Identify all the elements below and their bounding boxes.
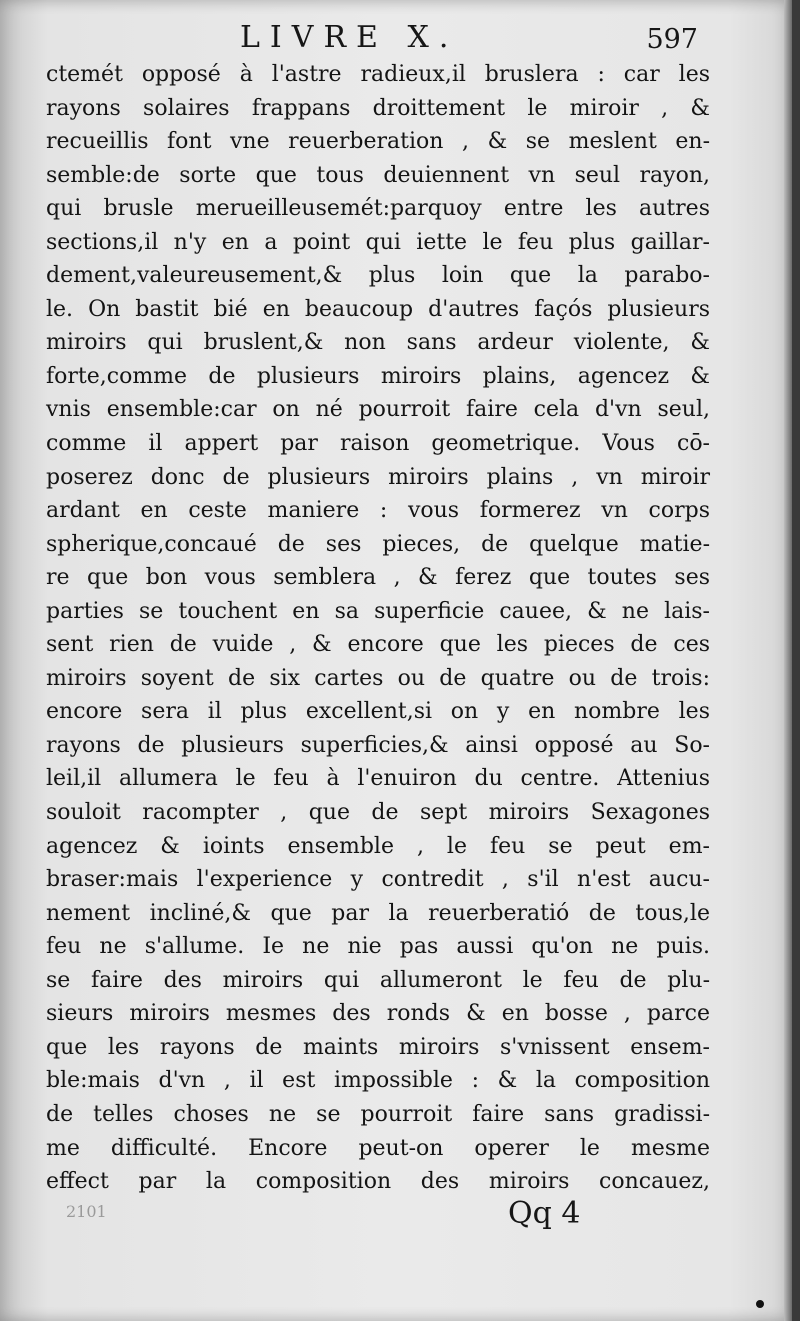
text-line: parties se touchent en sa superficie cauee, & ne lais- (46, 598, 710, 624)
text-line: vnis ensemble:car on né pourroit faire cela d'vn seul, (46, 397, 710, 423)
text-line: rayons solaires frappans droittement le miroir , & (46, 95, 710, 121)
text-line: poserez donc de plusieurs miroirs plains , vn miroir (46, 464, 710, 490)
text-line: nement incliné,& que par la reuerberatió de tous,le (46, 900, 710, 926)
faint-marginal-number: 2101 (66, 1202, 107, 1221)
text-line: effect par la composition des miroirs concauez, (46, 1169, 710, 1195)
text-line: se faire des miroirs qui allumeront le feu de plu- (46, 967, 710, 993)
text-line: comme il appert par raison geometrique. Vous cō- (46, 431, 710, 457)
text-line: sent rien de vuide , & encore que les pieces de ces (46, 632, 710, 658)
text-line: ardant en ceste maniere : vous formerez vn corps (46, 498, 710, 524)
signature-mark: Qq 4 (508, 1196, 581, 1231)
running-head-title: LIVRE X. (240, 20, 459, 55)
text-line: que les rayons de maints miroirs s'vnissent ensem- (46, 1034, 710, 1060)
text-line: forte,comme de plusieurs miroirs plains, agencez & (46, 363, 710, 389)
text-line: rayons de plusieurs superficies,& ainsi opposé au So- (46, 732, 710, 758)
text-line: recueillis font vne reuerberation , & se meslent en- (46, 129, 710, 155)
text-line: agencez & ioints ensemble , le feu se peut em- (46, 833, 710, 859)
text-line: miroirs qui bruslent,& non sans ardeur violente, & (46, 330, 710, 356)
text-line: me difficulté. Encore peut-on operer le mesme (46, 1135, 710, 1161)
text-line: leil,il allumera le feu à l'enuiron du centre. Attenius (46, 766, 710, 792)
text-line: miroirs soyent de six cartes ou de quatre ou de trois: (46, 665, 710, 691)
text-line: souloit racompter , que de sept miroirs Sexagones (46, 800, 710, 826)
text-line: encore sera il plus excellent,si on y en nombre les (46, 699, 710, 725)
text-line: semble:de sorte que tous deuiennent vn seul rayon, (46, 162, 710, 188)
text-line: feu ne s'allume. Ie ne nie pas aussi qu'on ne puis. (46, 934, 710, 960)
text-line: de telles choses ne se pourroit faire sans gradissi- (46, 1101, 710, 1127)
text-line: sections,il n'y en a point qui iette le feu plus gaillar- (46, 229, 710, 255)
page-number: 597 (646, 24, 698, 55)
text-line: qui brusle merueilleusemét:parquoy entre les autres (46, 196, 710, 222)
text-line: le. On bastit bié en beaucoup d'autres façós plusieurs (46, 296, 710, 322)
text-line: dement,valeureusement,& plus loin que la parabo- (46, 263, 710, 289)
running-head (0, 14, 792, 54)
text-line: ble:mais d'vn , il est impossible : & la composition (46, 1068, 710, 1094)
body-text (46, 58, 710, 1199)
text-line: spherique,concaué de ses pieces, de quelque matie- (46, 531, 710, 557)
page-footer (0, 1196, 792, 1246)
text-line: ctemét opposé à l'astre radieux,il bruslera : car les (46, 62, 710, 87)
text-line: re que bon vous semblera , & ferez que toutes ses (46, 565, 710, 591)
text-line: sieurs miroirs mesmes des ronds & en bosse , parce (46, 1001, 710, 1027)
text-line: braser:mais l'experience y contredit , s'il n'est aucu- (46, 867, 710, 893)
page-edge-shadow (784, 0, 792, 1321)
ink-spot (756, 1300, 764, 1308)
